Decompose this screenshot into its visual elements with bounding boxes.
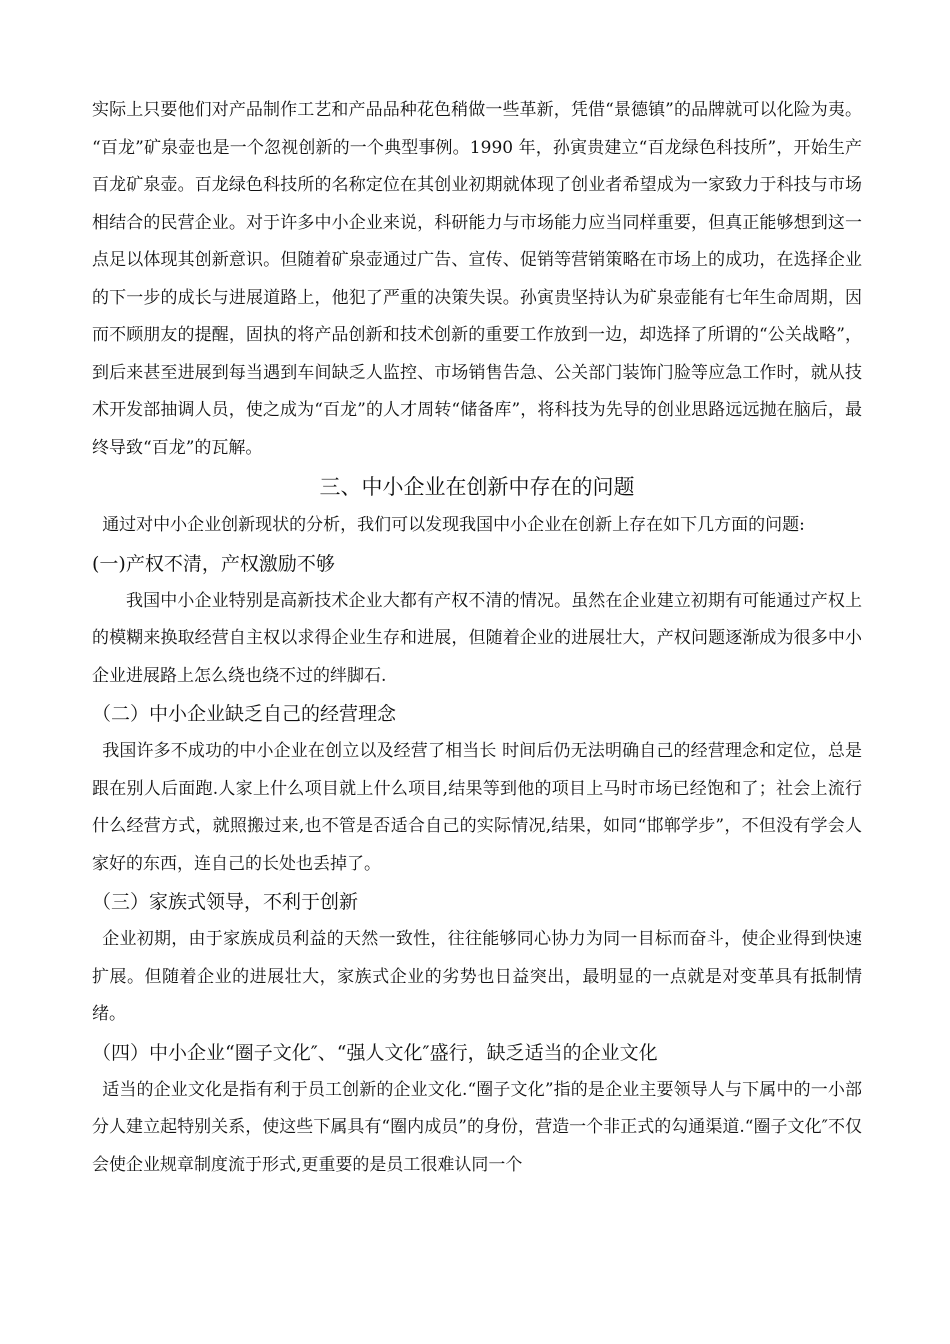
- paragraph-intro-problems: 通过对中小企业创新现状的分析，我们可以发现我国中小企业在创新上存在如下几方面的问题:: [102, 515, 805, 535]
- subheading-family-leadership: （三）家族式领导，不利于创新: [92, 891, 359, 913]
- subheading-business-philosophy: （二）中小企业缺乏自己的经营理念: [92, 703, 397, 725]
- paragraph-property-rights: 我国中小企业特别是高新技术企业大都有产权不清的情况。虽然在企业建立初期有可能通过产权上的模糊来换取经营自主权以求得企业生存和进展，但随着企业的进展壮大，产权问题逐渐成为很多中小企业进展路上怎么绕也绕不过的绊脚石.: [92, 590, 862, 686]
- paragraph-baidu-longquan-case: 实际上只要他们对产品制作工艺和产品品种花色稍做一些革新，凭借“景德镇”的品牌就可以化险为夷。 “百龙”矿泉壶也是一个忽视创新的一个典型事例。1990 年，孙寅贵建立“百龙绿色科技所”，开始生产百龙矿泉壶。百龙绿色科技所的名称定位在其创业初期就体现了创业者希望成为一家致力于科技与市场相结合的民营企业。对于许多中小企业来说，科研能力与市场能力应当同样重要，但真正能够想到这一点足以体现其创新意识。但随着矿泉壶通过广告、宣传、促销等营销策略在市场上的成功，在选择企业的下一步的成长与进展道路上，他犯了严重的决策失误。孙寅贵坚持认为矿泉壶能有七年生命周期，因而不顾朋友的提醒，固执的将产品创新和技术创新的重要工作放到一边，却选择了所谓的“公关战略”，到后来甚至进展到每当遇到车间缺乏人监控、市场销售告急、公关部门装饰门脸等应急工作时，就从技术开发部抽调人员，使之成为“百龙”的人才周转“储备库”，将科技为先导的创业思路远远抛在脑后，最终导致“百龙”的瓦解。: [92, 100, 862, 458]
- document-page: [92, 92, 862, 1184]
- subheading-property-rights: (一)产权不清，产权激励不够: [92, 552, 335, 575]
- paragraph-business-philosophy: 我国许多不成功的中小企业在创立以及经营了相当长 时间后仍无法明确自己的经营理念和定位，总是跟在别人后面跑.人家上什么项目就上什么项目,结果等到他的项目上马时市场已经饱和了；社会上流行什么经营方式，就照搬过来,也不管是否适合自己的实际情况,结果，如同“邯郸学步”，不但没有学会人家好的东西，连自己的长处也丢掉了。: [92, 741, 862, 874]
- paragraph-circle-culture: 适当的企业文化是指有利于员工创新的企业文化.“圈子文化”指的是企业主要领导人与下属中的一小部分人建立起特别关系，使这些下属具有“圈内成员”的身份，营造一个非正式的勾通渠道.“圈子文化″不仅会使企业规章制度流于形式,更重要的是员工很难认同一个: [92, 1079, 862, 1175]
- subheading-circle-culture: （四）中小企业“圈子文化″、“强人文化″盛行，缺乏适当的企业文化: [92, 1041, 658, 1064]
- paragraph-family-leadership: 企业初期，由于家族成员利益的天然一致性，往往能够同心协力为同一目标而奋斗，使企业得到快速扩展。但随着企业的进展壮大，家族式企业的劣势也日益突出，最明显的一点就是对变革具有抵制情绪。: [92, 929, 862, 1024]
- section-heading-problems: 三、中小企业在创新中存在的问题: [319, 475, 635, 499]
